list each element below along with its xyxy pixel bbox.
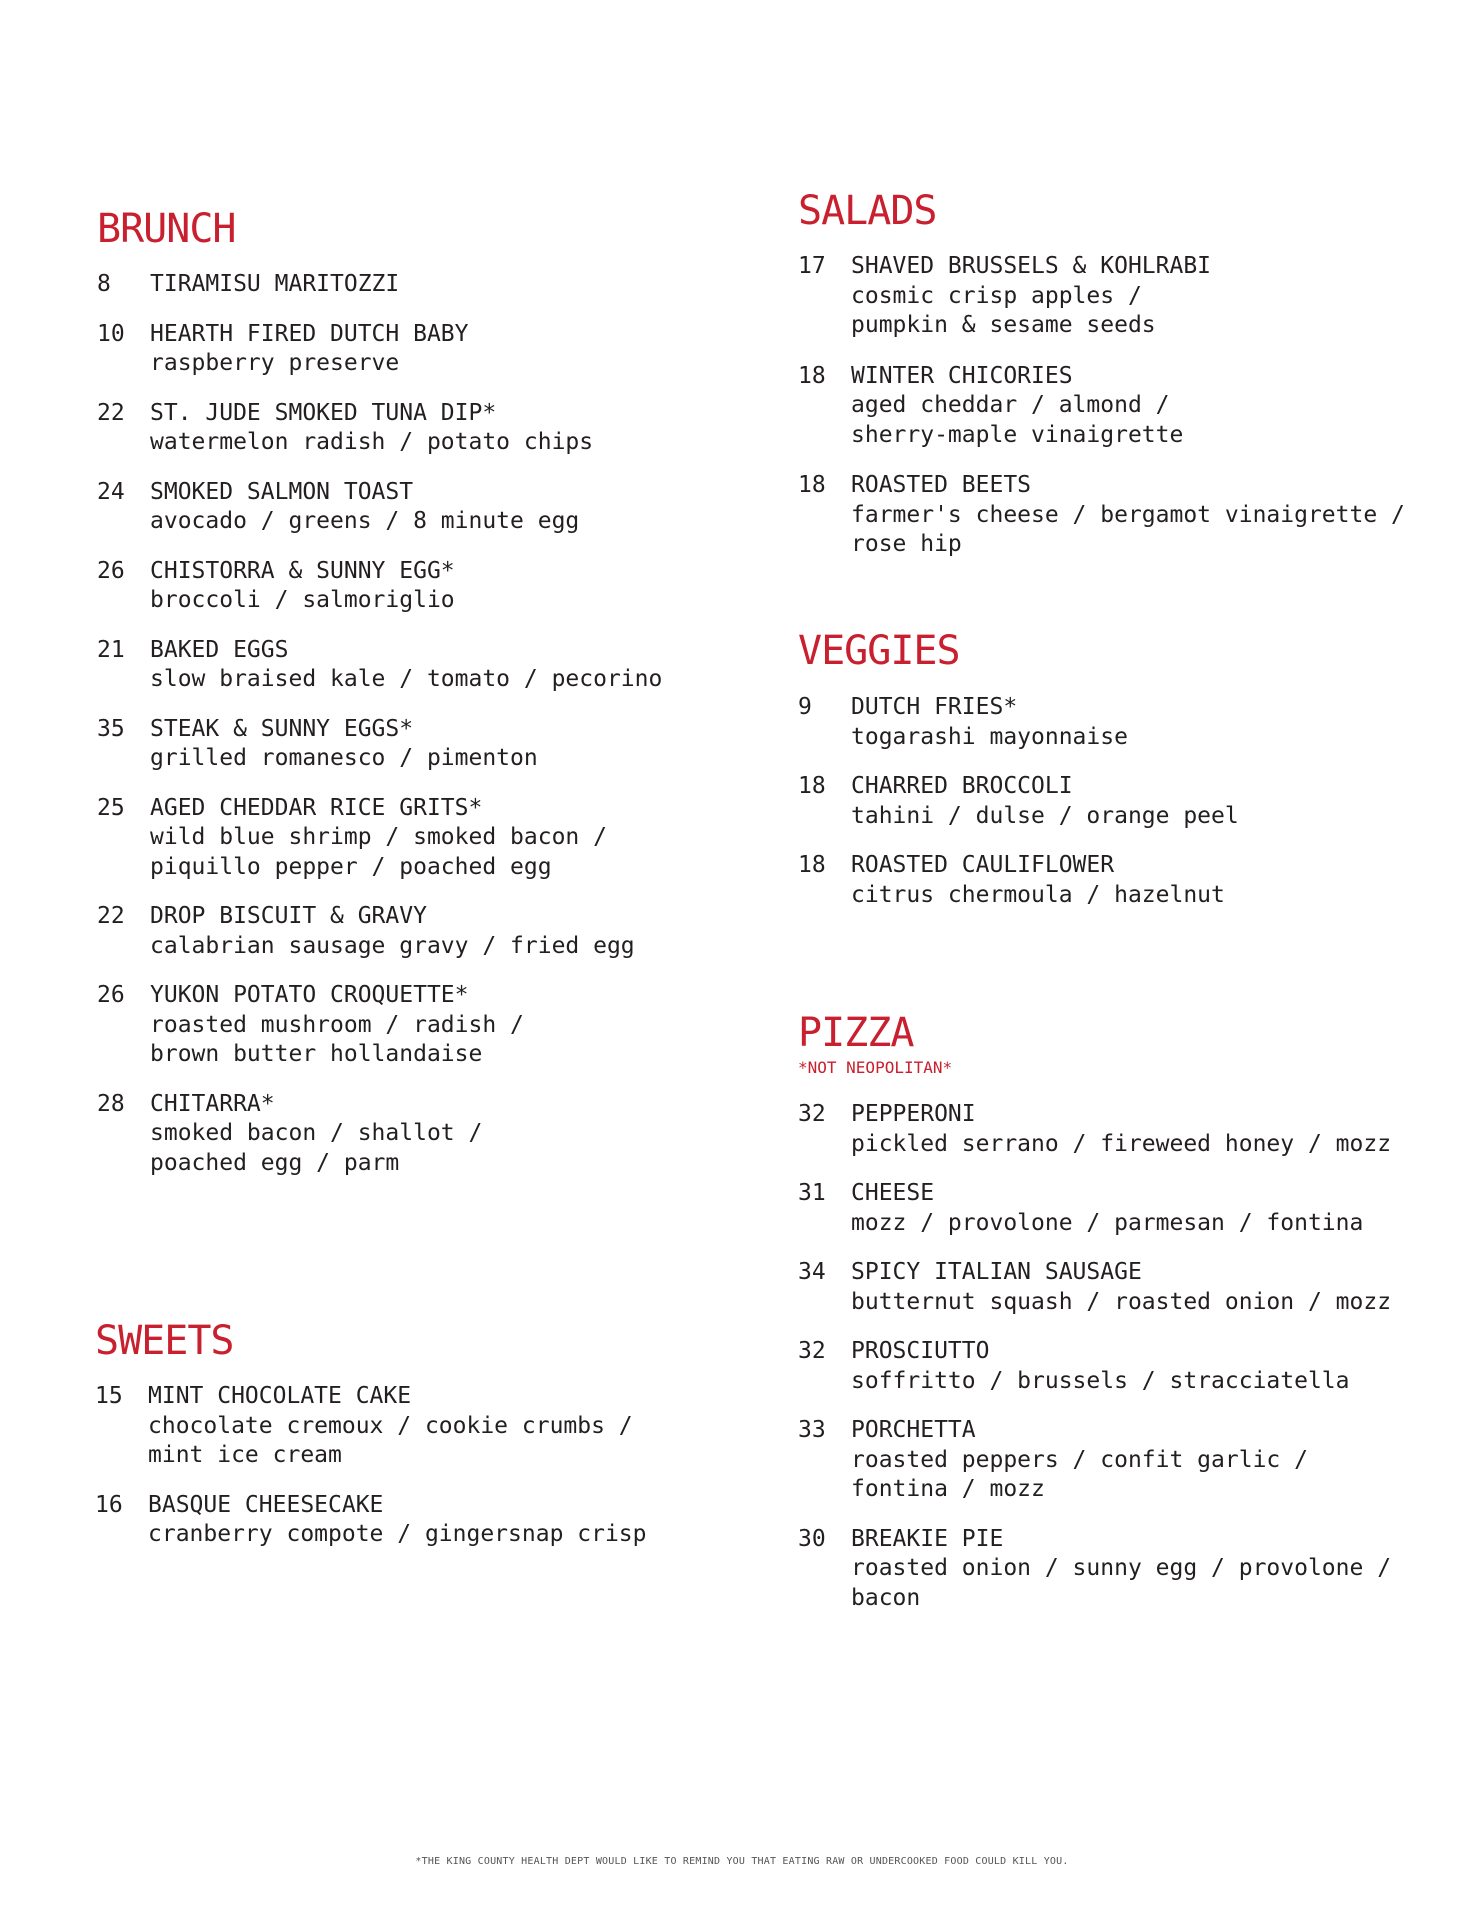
menu-item (97, 557, 717, 616)
item-price: 35 (97, 715, 125, 742)
item-name: CHARRED BROCCOLI (851, 773, 1073, 799)
item-body (851, 851, 1458, 910)
item-price: 10 (97, 320, 125, 347)
menu-item (798, 362, 1458, 451)
item-description: watermelon radish / potato chips (150, 429, 594, 455)
item-description: mozz / provolone / parmesan / fontina (851, 1209, 1364, 1236)
item-body (851, 1100, 1458, 1159)
item-description: chocolate cremoux / cookie crumbs / mint ice cream (148, 1412, 633, 1468)
menu-item (97, 794, 717, 883)
pizza-title: PIZZA (798, 1010, 914, 1056)
item-name: MINT CHOCOLATE CAKE (148, 1383, 412, 1409)
menu-item (798, 851, 1458, 910)
item-body (851, 252, 1458, 341)
item-price: 26 (97, 982, 125, 1008)
item-price: 34 (798, 1259, 826, 1285)
item-description: farmer's cheese / bergamot vinaigrette / rose hip (851, 501, 1405, 557)
item-description: cranberry compote / gingersnap crisp (148, 1521, 647, 1547)
item-body (150, 478, 717, 537)
menu-item (798, 1337, 1458, 1396)
item-price: 15 (95, 1383, 123, 1409)
item-description: togarashi mayonnaise (851, 723, 1128, 750)
item-description: broccoli / salmoriglio (150, 587, 455, 613)
item-price: 21 (97, 636, 125, 663)
item-description: raspberry preserve (150, 350, 400, 376)
item-price: 33 (798, 1417, 826, 1443)
pizza-section (798, 1010, 1458, 1613)
menu-item (97, 478, 717, 537)
item-price: 16 (95, 1491, 123, 1518)
item-body (851, 471, 1458, 560)
menu-item (95, 1491, 715, 1550)
item-body (148, 1491, 715, 1550)
item-price: 22 (97, 399, 125, 426)
menu-item (798, 772, 1458, 831)
brunch-items (97, 270, 717, 1178)
item-name: DROP BISCUIT & GRAVY (150, 903, 427, 929)
item-description: butternut squash / roasted onion / mozz (851, 1288, 1392, 1315)
pizza-subtitle: *NOT NEOPOLITAN* (798, 1058, 953, 1077)
sweets-title: SWEETS (95, 1318, 234, 1364)
item-name: CHEESE (851, 1180, 935, 1206)
menu-item (97, 1090, 717, 1179)
item-name: TIRAMISU MARITOZZI (150, 271, 400, 297)
item-body (150, 981, 717, 1070)
item-body (851, 362, 1458, 451)
menu-item (97, 715, 717, 774)
item-name: SHAVED BRUSSELS & KOHLRABI (851, 253, 1212, 279)
item-description: calabrian sausage gravy / fried egg (150, 932, 635, 959)
menu-item (97, 636, 717, 695)
item-body (150, 320, 717, 379)
item-description: grilled romanesco / pimenton (150, 745, 538, 771)
item-name: BAKED EGGS (150, 636, 289, 663)
menu-item (798, 693, 1458, 752)
item-name: BASQUE CHEESECAKE (148, 1491, 384, 1518)
menu-item (798, 1179, 1458, 1238)
item-name: ST. JUDE SMOKED TUNA DIP* (150, 399, 497, 426)
item-description: roasted mushroom / radish / brown butter hollandaise (150, 1011, 524, 1067)
item-price: 18 (798, 362, 826, 389)
item-body (851, 772, 1458, 831)
item-body (851, 1525, 1458, 1614)
brunch-section (97, 206, 717, 1178)
item-name: ROASTED CAULIFLOWER (851, 852, 1115, 878)
item-name: HEARTH FIRED DUTCH BABY (150, 320, 469, 347)
item-name: AGED CHEDDAR RICE GRITS* (150, 794, 483, 821)
item-name: SPICY ITALIAN SAUSAGE (851, 1259, 1142, 1285)
item-name: STEAK & SUNNY EGGS* (150, 715, 414, 742)
item-price: 24 (97, 478, 125, 505)
item-price: 18 (798, 472, 826, 498)
menu-item (97, 320, 717, 379)
item-body (150, 557, 717, 616)
item-description: soffritto / brussels / stracciatella (851, 1367, 1350, 1394)
item-body (150, 902, 717, 961)
item-body (851, 1179, 1458, 1238)
veggies-title: VEGGIES (798, 628, 960, 674)
item-body (148, 1382, 715, 1471)
item-price: 17 (798, 253, 826, 279)
item-name: WINTER CHICORIES (851, 362, 1073, 389)
item-body (851, 1416, 1458, 1505)
item-name: DUTCH FRIES* (851, 694, 1018, 720)
item-description: cosmic crisp apples / pumpkin & sesame seeds (851, 282, 1156, 338)
pizza-items (798, 1100, 1458, 1613)
item-name: ROASTED BEETS (851, 472, 1032, 498)
item-price: 8 (97, 271, 111, 297)
veggies-items (798, 693, 1458, 910)
item-price: 28 (97, 1090, 125, 1117)
item-name: PROSCIUTTO (851, 1338, 990, 1364)
veggies-section (798, 628, 1458, 910)
item-price: 18 (798, 852, 826, 878)
item-name: PEPPERONI (851, 1101, 976, 1127)
menu-item (97, 981, 717, 1070)
item-description: wild blue shrimp / smoked bacon / piquillo pepper / poached egg (150, 824, 607, 880)
salads-section (798, 188, 1458, 560)
item-name: BREAKIE PIE (851, 1525, 1004, 1552)
item-price: 30 (798, 1525, 826, 1552)
item-description: citrus chermoula / hazelnut (851, 881, 1225, 908)
item-body (150, 636, 717, 695)
menu-item (97, 399, 717, 458)
item-description: tahini / dulse / orange peel (851, 802, 1239, 829)
item-body (851, 1258, 1458, 1317)
item-description: aged cheddar / almond / sherry-maple vinaigrette (851, 392, 1184, 448)
menu-item (798, 1416, 1458, 1505)
item-price: 26 (97, 557, 125, 584)
item-body (851, 1337, 1458, 1396)
menu-item (97, 902, 717, 961)
item-price: 25 (97, 794, 125, 821)
menu-item (798, 1525, 1458, 1614)
menu-item (798, 252, 1458, 341)
salads-items (798, 252, 1458, 560)
item-name: SMOKED SALMON TOAST (150, 478, 414, 505)
item-price: 9 (798, 694, 812, 720)
item-body (150, 794, 717, 883)
item-body (150, 399, 717, 458)
item-name: PORCHETTA (851, 1417, 976, 1443)
item-price: 32 (798, 1338, 826, 1364)
sweets-items (95, 1382, 715, 1550)
menu-item (798, 471, 1458, 560)
menu-item (798, 1100, 1458, 1159)
item-price: 32 (798, 1101, 826, 1127)
item-name: YUKON POTATO CROQUETTE* (150, 982, 469, 1008)
menu-item (95, 1382, 715, 1471)
brunch-title: BRUNCH (97, 206, 236, 252)
item-price: 18 (798, 773, 826, 799)
menu-item (798, 1258, 1458, 1317)
menu-item (97, 270, 717, 300)
salads-title: SALADS (798, 188, 937, 234)
item-description: avocado / greens / 8 minute egg (150, 508, 580, 534)
item-description: smoked bacon / shallot / poached egg / parm (150, 1120, 483, 1176)
item-name: CHITARRA* (150, 1090, 275, 1117)
item-price: 31 (798, 1180, 826, 1206)
item-price: 22 (97, 903, 125, 929)
item-description: roasted peppers / confit garlic / fontina / mozz (851, 1446, 1308, 1502)
item-name: CHISTORRA & SUNNY EGG* (150, 557, 455, 584)
item-description: slow braised kale / tomato / pecorino (150, 666, 663, 692)
item-body (150, 270, 717, 300)
item-description: pickled serrano / fireweed honey / mozz (851, 1130, 1392, 1157)
health-disclaimer: *THE KING COUNTY HEALTH DEPT WOULD LIKE TO REMIND YOU THAT EATING RAW OR UNDERCOOKED FOOD COULD KILL YOU. (415, 1856, 1069, 1867)
item-body (150, 1090, 717, 1179)
sweets-section (95, 1318, 715, 1550)
item-body (851, 693, 1458, 752)
item-description: roasted onion / sunny egg / provolone / bacon (851, 1555, 1392, 1611)
item-body (150, 715, 717, 774)
